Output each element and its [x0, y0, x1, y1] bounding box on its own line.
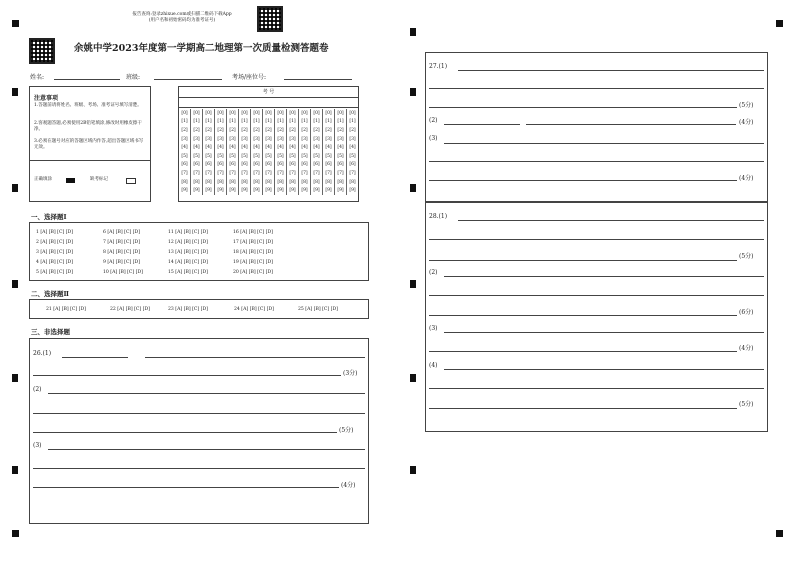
exam-digit-bubble[interactable]: [7] — [347, 169, 359, 178]
exam-digit-bubble[interactable]: [6] — [275, 161, 287, 170]
choice-item[interactable]: 7 [A] [B] [C] [D] — [103, 240, 140, 245]
exam-digit-bubble[interactable]: [1] — [203, 118, 215, 127]
notes-item: 3.必须在题号对应的答题区域内作答,超出答题区域书写无效。 — [34, 139, 144, 150]
exam-digit-bubble[interactable]: [4] — [275, 143, 287, 152]
exam-digit-bubble[interactable]: [3] — [203, 135, 215, 144]
exam-digit-bubble[interactable]: [7] — [191, 169, 203, 178]
choice-item[interactable]: 1 [A] [B] [C] [D] — [36, 230, 73, 235]
notes-item: 1.答题前请将姓名、班级、考场、准考证号填写清楚。 — [34, 103, 142, 108]
exam-digit-bubble[interactable]: [2] — [227, 126, 239, 135]
exam-digit-bubble[interactable]: [5] — [215, 152, 227, 161]
exam-digit-bubble[interactable]: [6] — [299, 161, 311, 170]
answer-line[interactable] — [429, 351, 737, 352]
exam-digit-bubble[interactable]: [1] — [191, 118, 203, 127]
exam-digit-bubble[interactable]: [5] — [311, 152, 323, 161]
q28-number: 28.(1) — [429, 213, 448, 220]
side-mark — [410, 88, 416, 96]
choice-item[interactable]: 17 [A] [B] [C] [D] — [233, 240, 273, 245]
correct-fill-label: 正确填涂 — [34, 177, 52, 182]
name-field[interactable] — [54, 79, 120, 80]
exam-digit-bubble[interactable]: [1] — [181, 119, 188, 125]
notes-title: 注意事项 — [34, 95, 59, 102]
exam-digit-bubble[interactable]: [8] — [311, 178, 323, 187]
exam-digit-bubble[interactable]: [3] — [239, 135, 251, 144]
exam-digit-bubble[interactable]: [0] — [203, 109, 215, 118]
exam-digit-bubble[interactable]: [4] — [311, 143, 323, 152]
exam-digit-bubble[interactable]: [2] — [215, 126, 227, 135]
exam-digit-bubble[interactable]: [4] — [227, 143, 239, 152]
exam-digit-bubble[interactable]: [3] — [275, 135, 287, 144]
score-label: (4分) — [739, 119, 754, 126]
choice-item[interactable]: 21 [A] [B] [C] [D] — [46, 307, 86, 312]
exam-digit-bubble[interactable]: [4] — [287, 143, 299, 152]
choice-item[interactable]: 12 [A] [B] [C] [D] — [168, 240, 208, 245]
exam-digit-bubble[interactable]: [2] — [323, 126, 335, 135]
exam-digit-bubble[interactable]: [2] — [287, 126, 299, 135]
exam-digit-bubble[interactable]: [1] — [227, 118, 239, 127]
registration-mark — [12, 20, 19, 27]
notes-box — [29, 86, 151, 202]
exam-digit-bubble[interactable]: [3] — [287, 135, 299, 144]
exam-digit-bubble[interactable]: [2] — [181, 127, 188, 133]
side-mark — [12, 466, 18, 474]
choice-item[interactable]: 14 [A] [B] [C] [D] — [168, 260, 208, 265]
report-notice-line1: 报告查询:登录zhixue.com或扫描二维码下载App — [132, 12, 232, 17]
choice-item[interactable]: 11 [A] [B] [C] [D] — [168, 230, 208, 235]
exam-digit-bubble[interactable]: [1] — [311, 118, 323, 127]
choice-item[interactable]: 5 [A] [B] [C] [D] — [36, 270, 73, 275]
exam-digit-bubble[interactable]: [2] — [275, 126, 287, 135]
exam-digit-bubble[interactable]: [1] — [275, 118, 287, 127]
choice-item[interactable]: 24 [A] [B] [C] [D] — [234, 307, 274, 312]
exam-digit-bubble[interactable]: [3] — [181, 136, 188, 142]
side-mark — [12, 280, 18, 288]
score-label: (5分) — [339, 427, 354, 434]
exam-digit-bubble[interactable]: [8] — [335, 178, 347, 187]
exam-digit-bubble[interactable]: [7] — [203, 169, 215, 178]
exam-digit-bubble[interactable]: [0] — [335, 109, 347, 118]
exam-digit-bubble[interactable]: [8] — [251, 178, 263, 187]
exam-digit-bubble[interactable]: [2] — [347, 126, 359, 135]
exam-digit-bubble[interactable]: [6] — [215, 161, 227, 170]
side-mark — [410, 28, 416, 36]
answer-line[interactable] — [429, 315, 737, 316]
exam-digit-bubble[interactable]: [6] — [263, 161, 275, 170]
report-notice — [112, 12, 252, 24]
exam-digit-bubble[interactable]: [3] — [251, 135, 263, 144]
exam-digit-bubble[interactable]: [5] — [251, 152, 263, 161]
class-label: 班级: — [126, 74, 141, 81]
exam-digit-bubble[interactable]: [7] — [299, 169, 311, 178]
page-title: 余姚中学2023年度第一学期高二地理第一次质量检测答题卷 — [74, 43, 329, 54]
exam-digit-bubble[interactable]: [5] — [335, 152, 347, 161]
answer-line[interactable] — [33, 468, 365, 469]
exam-digit-bubble[interactable]: [0] — [251, 109, 263, 118]
exam-digit-bubble[interactable]: [1] — [215, 118, 227, 127]
score-label: (5分) — [739, 253, 754, 260]
choice-item[interactable]: 22 [A] [B] [C] [D] — [110, 307, 150, 312]
exam-digit-bubble[interactable]: [0] — [191, 109, 203, 118]
exam-digit-bubble[interactable]: [0] — [347, 109, 359, 118]
exam-digit-bubble[interactable]: [4] — [299, 143, 311, 152]
exam-number-header: 考 号 — [179, 87, 358, 98]
exam-digit-bubble[interactable]: [8] — [323, 178, 335, 187]
exam-digit-bubble[interactable]: [3] — [299, 135, 311, 144]
exam-digit-bubble[interactable]: [4] — [347, 143, 359, 152]
exam-digit-bubble[interactable]: [1] — [287, 118, 299, 127]
q28-part3: (3) — [429, 325, 438, 332]
exam-digit-bubble[interactable]: [8] — [299, 178, 311, 187]
score-label: (5分) — [739, 401, 754, 408]
answer-line[interactable] — [429, 388, 764, 389]
score-label: (3分) — [343, 370, 358, 377]
correct-fill-sample-icon — [66, 178, 75, 183]
q26-number: 26.(1) — [33, 350, 52, 357]
answer-line[interactable] — [458, 220, 764, 221]
answer-line[interactable] — [33, 413, 365, 414]
exam-digit-bubble[interactable]: [5] — [347, 152, 359, 161]
answer-line[interactable] — [429, 107, 737, 108]
exam-digit-bubble[interactable]: [9] — [299, 186, 311, 195]
missing-mark-label: 缺考标记 — [90, 177, 108, 182]
exam-digit-bubble[interactable]: [4] — [323, 143, 335, 152]
exam-digit-bubble[interactable]: [8] — [191, 178, 203, 187]
exam-digit-bubble[interactable]: [4] — [251, 143, 263, 152]
qr-code-icon — [257, 6, 283, 32]
exam-digit-bubble[interactable]: [5] — [239, 152, 251, 161]
exam-digit-bubble[interactable]: [1] — [251, 118, 263, 127]
exam-digit-bubble[interactable]: [6] — [203, 161, 215, 170]
registration-mark — [776, 20, 783, 27]
choice-item[interactable]: 13 [A] [B] [C] [D] — [168, 250, 208, 255]
exam-digit-bubble[interactable]: [7] — [323, 169, 335, 178]
exam-number-bubbles[interactable] — [179, 109, 358, 195]
exam-digit-bubble[interactable]: [9] — [215, 186, 227, 195]
exam-digit-bubble[interactable]: [7] — [311, 169, 323, 178]
side-mark — [12, 184, 18, 192]
exam-digit-bubble[interactable]: [4] — [191, 143, 203, 152]
exam-digit-bubble[interactable]: [0] — [299, 109, 311, 118]
exam-digit-bubble[interactable]: [3] — [311, 135, 323, 144]
answer-line[interactable] — [429, 239, 764, 240]
choice-item[interactable]: 16 [A] [B] [C] [D] — [233, 230, 273, 235]
q27-part3: (3) — [429, 135, 438, 142]
exam-digit-bubble[interactable]: [8] — [181, 179, 188, 185]
exam-digit-bubble[interactable]: [5] — [191, 152, 203, 161]
section2-box — [29, 299, 369, 319]
exam-digit-bubble[interactable]: [9] — [191, 186, 203, 195]
exam-digit-bubble[interactable]: [5] — [263, 152, 275, 161]
exam-digit-bubble[interactable]: [8] — [239, 178, 251, 187]
exam-digit-bubble[interactable]: [9] — [239, 186, 251, 195]
q28-box — [425, 202, 768, 432]
choice-item[interactable]: 23 [A] [B] [C] [D] — [168, 307, 208, 312]
exam-digit-bubble[interactable]: [4] — [263, 143, 275, 152]
exam-digit-bubble[interactable]: [6] — [181, 162, 188, 168]
registration-mark — [776, 530, 783, 537]
name-label: 姓名: — [30, 74, 45, 81]
exam-digit-bubble[interactable]: [7] — [227, 169, 239, 178]
score-label: (5分) — [739, 102, 754, 109]
exam-digit-bubble[interactable]: [7] — [251, 169, 263, 178]
exam-digit-bubble[interactable]: [0] — [275, 109, 287, 118]
answer-line[interactable] — [429, 88, 764, 89]
seat-label: 考场/座位号: — [232, 74, 267, 81]
score-label: (4分) — [739, 175, 754, 182]
exam-digit-bubble[interactable]: [4] — [335, 143, 347, 152]
answer-line[interactable] — [48, 393, 365, 394]
answer-line[interactable] — [444, 332, 764, 333]
exam-digit-bubble[interactable]: [4] — [215, 143, 227, 152]
exam-digit-bubble[interactable]: [9] — [311, 186, 323, 195]
exam-digit-bubble[interactable]: [4] — [239, 143, 251, 152]
exam-digit-bubble[interactable]: [9] — [203, 186, 215, 195]
exam-digit-bubble[interactable]: [9] — [227, 186, 239, 195]
exam-digit-bubble[interactable]: [9] — [275, 186, 287, 195]
choice-item[interactable]: 8 [A] [B] [C] [D] — [103, 250, 140, 255]
exam-digit-bubble[interactable]: [5] — [181, 153, 188, 159]
exam-digit-bubble[interactable]: [6] — [251, 161, 263, 170]
exam-digit-bubble[interactable]: [0] — [227, 109, 239, 118]
answer-line[interactable] — [33, 487, 339, 488]
answer-line[interactable] — [444, 143, 764, 144]
exam-digit-bubble[interactable]: [8] — [263, 178, 275, 187]
exam-digit-bubble[interactable]: [2] — [239, 126, 251, 135]
exam-digit-bubble[interactable]: [6] — [239, 161, 251, 170]
choice-item[interactable]: 19 [A] [B] [C] [D] — [233, 260, 273, 265]
exam-digit-bubble[interactable]: [3] — [227, 135, 239, 144]
section1-title: 一、选择题Ⅰ — [31, 213, 67, 221]
q26-box — [29, 338, 369, 524]
choice-item[interactable]: 6 [A] [B] [C] [D] — [103, 230, 140, 235]
section3-title: 三、非选择题 — [31, 328, 70, 336]
exam-digit-bubble[interactable]: [1] — [323, 118, 335, 127]
section2-title: 二、选择题Ⅱ — [31, 290, 69, 298]
exam-digit-bubble[interactable]: [0] — [239, 109, 251, 118]
exam-digit-bubble[interactable]: [3] — [347, 135, 359, 144]
q27-box — [425, 52, 768, 202]
exam-digit-bubble[interactable]: [8] — [287, 178, 299, 187]
exam-digit-bubble[interactable]: [1] — [335, 118, 347, 127]
exam-digit-bubble[interactable]: [1] — [299, 118, 311, 127]
exam-digit-bubble[interactable]: [1] — [239, 118, 251, 127]
side-mark — [12, 374, 18, 382]
choice-item[interactable]: 20 [A] [B] [C] [D] — [233, 270, 273, 275]
exam-digit-bubble[interactable]: [2] — [335, 126, 347, 135]
score-label: (4分) — [341, 482, 356, 489]
exam-digit-bubble[interactable]: [6] — [323, 161, 335, 170]
q26-part2: (2) — [33, 386, 42, 393]
exam-digit-bubble[interactable]: [7] — [287, 169, 299, 178]
answer-line[interactable] — [33, 375, 341, 376]
exam-digit-bubble[interactable]: [8] — [347, 178, 359, 187]
seat-field[interactable] — [284, 79, 352, 80]
exam-digit-bubble[interactable]: [8] — [203, 178, 215, 187]
exam-digit-bubble[interactable]: [9] — [181, 188, 188, 194]
answer-line[interactable] — [33, 432, 337, 433]
q28-part2: (2) — [429, 269, 438, 276]
class-field[interactable] — [154, 79, 222, 80]
exam-number-grid — [178, 86, 359, 202]
registration-mark — [12, 530, 19, 537]
exam-digit-bubble[interactable]: [7] — [181, 170, 188, 176]
exam-digit-bubble[interactable]: [0] — [263, 109, 275, 118]
exam-digit-bubble[interactable]: [6] — [335, 161, 347, 170]
answer-line[interactable] — [145, 357, 365, 358]
answer-line[interactable] — [48, 449, 365, 450]
choice-item[interactable]: 18 [A] [B] [C] [D] — [233, 250, 273, 255]
exam-digit-bubble[interactable]: [3] — [191, 135, 203, 144]
exam-digit-bubble[interactable]: [9] — [323, 186, 335, 195]
exam-digit-bubble[interactable]: [8] — [227, 178, 239, 187]
exam-digit-bubble[interactable]: [3] — [323, 135, 335, 144]
exam-digit-bubble[interactable]: [9] — [335, 186, 347, 195]
exam-digit-bubble[interactable]: [2] — [251, 126, 263, 135]
side-mark — [410, 280, 416, 288]
exam-digit-bubble[interactable]: [6] — [311, 161, 323, 170]
exam-digit-bubble[interactable]: [9] — [263, 186, 275, 195]
answer-line[interactable] — [429, 408, 737, 409]
exam-digit-bubble[interactable]: [0] — [215, 109, 227, 118]
answer-line[interactable] — [429, 295, 764, 296]
exam-digit-bubble[interactable]: [8] — [215, 178, 227, 187]
exam-digit-bubble[interactable]: [7] — [263, 169, 275, 178]
answer-line[interactable] — [62, 357, 128, 358]
choice-item[interactable]: 3 [A] [B] [C] [D] — [36, 250, 73, 255]
answer-line[interactable] — [444, 276, 764, 277]
exam-digit-bubble[interactable]: [9] — [287, 186, 299, 195]
exam-digit-bubble[interactable]: [5] — [299, 152, 311, 161]
exam-digit-bubble[interactable]: [6] — [227, 161, 239, 170]
exam-digit-bubble[interactable]: [0] — [287, 109, 299, 118]
section1-box — [29, 222, 369, 281]
exam-digit-bubble[interactable]: [4] — [203, 143, 215, 152]
side-mark — [410, 466, 416, 474]
exam-digit-bubble[interactable]: [2] — [191, 126, 203, 135]
score-label: (6分) — [739, 309, 754, 316]
q26-part3: (3) — [33, 442, 42, 449]
answer-line[interactable] — [458, 70, 764, 71]
exam-digit-bubble[interactable]: [3] — [335, 135, 347, 144]
answer-line[interactable] — [444, 124, 520, 125]
exam-digit-bubble[interactable]: [4] — [181, 145, 188, 151]
side-mark — [410, 184, 416, 192]
exam-digit-bubble[interactable]: [9] — [347, 186, 359, 195]
answer-line[interactable] — [444, 369, 764, 370]
exam-digit-bubble[interactable]: [2] — [203, 126, 215, 135]
choice-item[interactable]: 9 [A] [B] [C] [D] — [103, 260, 140, 265]
choice-item[interactable]: 25 [A] [B] [C] [D] — [298, 307, 338, 312]
answer-line[interactable] — [429, 260, 737, 261]
exam-digit-bubble[interactable]: [3] — [263, 135, 275, 144]
exam-digit-bubble[interactable]: [7] — [335, 169, 347, 178]
exam-digit-bubble[interactable]: [1] — [263, 118, 275, 127]
exam-digit-bubble[interactable]: [5] — [287, 152, 299, 161]
exam-digit-bubble[interactable]: [0] — [311, 109, 323, 118]
exam-digit-bubble[interactable]: [1] — [347, 118, 359, 127]
q27-part2: (2) — [429, 117, 438, 124]
q27-number: 27.(1) — [429, 63, 448, 70]
exam-digit-bubble[interactable]: [9] — [251, 186, 263, 195]
exam-digit-bubble[interactable]: [6] — [191, 161, 203, 170]
exam-digit-bubble[interactable]: [5] — [203, 152, 215, 161]
choice-item[interactable]: 2 [A] [B] [C] [D] — [36, 240, 73, 245]
q28-part4: (4) — [429, 362, 438, 369]
choice-item[interactable]: 10 [A] [B] [C] [D] — [103, 270, 143, 275]
exam-digit-bubble[interactable]: [5] — [275, 152, 287, 161]
exam-digit-bubble[interactable]: [7] — [215, 169, 227, 178]
exam-digit-bubble[interactable]: [2] — [299, 126, 311, 135]
answer-line[interactable] — [526, 124, 736, 125]
report-notice-line2: (用户名和初始密码均为准考证号) — [148, 18, 216, 23]
exam-digit-bubble[interactable]: [0] — [181, 110, 188, 116]
side-mark — [410, 374, 416, 382]
exam-digit-bubble[interactable]: [5] — [323, 152, 335, 161]
qr-code-icon — [29, 38, 55, 64]
choice-item[interactable]: 4 [A] [B] [C] [D] — [36, 260, 73, 265]
exam-digit-bubble[interactable]: [0] — [323, 109, 335, 118]
exam-digit-bubble[interactable]: [5] — [227, 152, 239, 161]
exam-digit-bubble[interactable]: [8] — [275, 178, 287, 187]
side-mark — [12, 88, 18, 96]
exam-digit-bubble[interactable]: [2] — [263, 126, 275, 135]
exam-digit-bubble[interactable]: [6] — [347, 161, 359, 170]
choice-item[interactable]: 15 [A] [B] [C] [D] — [168, 270, 208, 275]
missing-mark-checkbox[interactable] — [126, 178, 136, 184]
exam-digit-bubble[interactable]: [6] — [287, 161, 299, 170]
answer-line[interactable] — [429, 161, 764, 162]
exam-digit-bubble[interactable]: [2] — [311, 126, 323, 135]
score-label: (4分) — [739, 345, 754, 352]
exam-digit-bubble[interactable]: [7] — [239, 169, 251, 178]
answer-line[interactable] — [429, 180, 737, 181]
notes-item: 2.客观题答题,必须使用2B铅笔填涂,修改时用橡皮擦干净。 — [34, 121, 142, 132]
exam-digit-bubble[interactable]: [3] — [215, 135, 227, 144]
exam-digit-bubble[interactable]: [7] — [275, 169, 287, 178]
